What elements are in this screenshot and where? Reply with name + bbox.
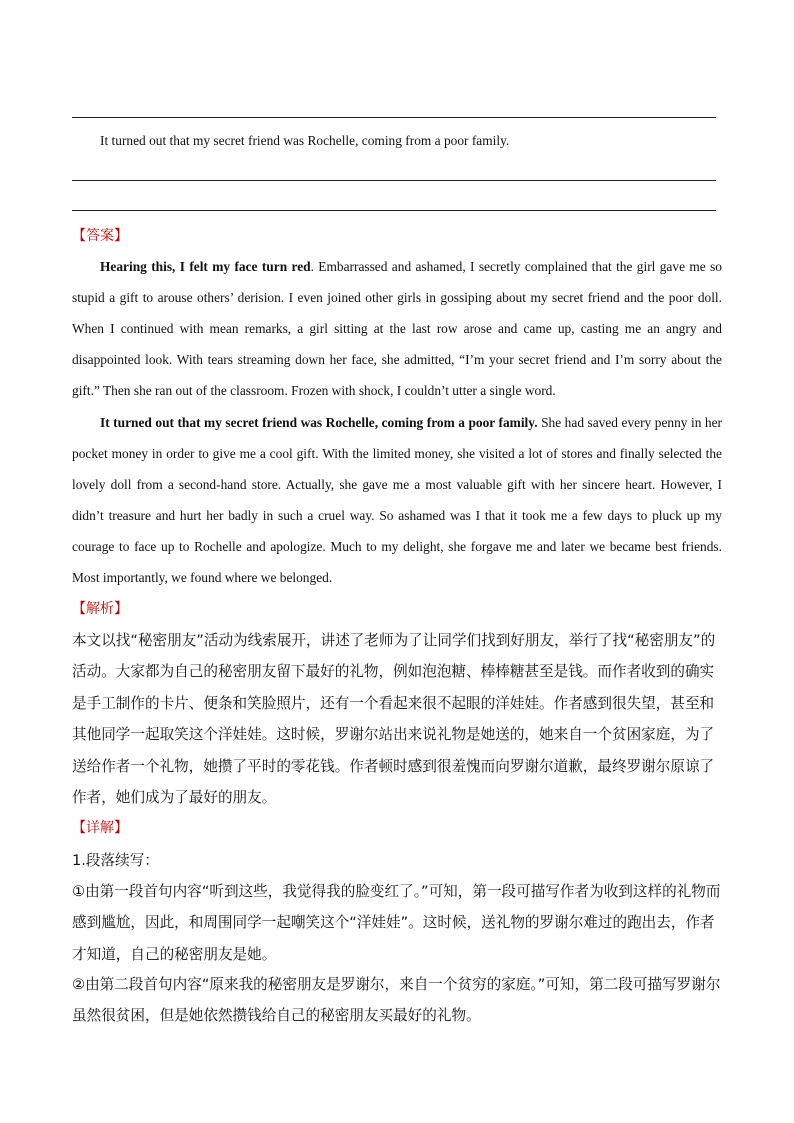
detail-heading: 【详解】 (72, 820, 128, 836)
answer-paragraph-2 (72, 407, 722, 594)
detail-point-2: ②由第二段首句内容“原来我的秘密朋友是罗谢尔，来自一个贫穷的家庭。”可知，第二段可描写罗谢尔虽然很贫困，但是她依然攒钱给自己的秘密朋友买最好的礼物。 (72, 976, 721, 1025)
answer-heading: 【答案】 (72, 228, 128, 244)
writing-line-2 (72, 180, 716, 181)
analysis-heading: 【解析】 (72, 601, 128, 617)
detail-subheading: 1.段落续写： (72, 852, 159, 869)
analysis-text: 本文以找“秘密朋友”活动为线索展开，讲述了老师为了让同学们找到好朋友，举行了找“秘密朋友”的活动。大家都为自己的秘密朋友留下最好的礼物，例如泡泡糖、棒棒糖甚至是钱。而作者收到的确实是手工制作的卡片、便条和笑脸照片，还有一个看起来很不起眼的洋娃娃。作者感到很失望，甚至和其他同学一起取笑这个洋娃娃。这时候，罗谢尔站出来说礼物是她送的，她来自一个贫困家庭，为了送给作者一个礼物，她攒了平时的零花钱。作者顿时感到很羞愧而向罗谢尔道歉，最终罗谢尔原谅了作者，她们成为了最好的朋友。 (72, 632, 716, 807)
detail-point-1: ①由第一段首句内容“听到这些，我觉得我的脸变红了。”可知，第一段可描写作者为收到这样的礼物而感到尴尬，因此，和周围同学一起嘲笑这个“洋娃娃”。这时候，送礼物的罗谢尔难过的跑出去，作者才知道，自己的秘密朋友是她。 (72, 883, 721, 963)
paragraph-2-body: She had saved every penny in her pocket money in order to give me a cool gift. With the limited money, she visited a lot of stores and finally selected the lovely doll from a second-hand store. Actually, she gave me a most valuable gift with her sincere heart. However, I didn’t treasure and hurt her badly in such a cruel way. So ashamed was I that it took me a few days to pluck up my courage to face up to Rochelle and apologize. Much to my delight, she forgave me and later we became best friends. Most importantly, we found where we belonged. (72, 415, 722, 586)
paragraph-1-opening: Hearing this, I felt my face turn red (100, 259, 311, 274)
writing-line-3 (72, 210, 716, 211)
paragraph-1-body: . Embarrassed and ashamed, I secretly complained that the girl gave me so stupid a gift to arouse others’ derision. I even joined other girls in gossiping about my secret friend and the poor doll. When I continued with mean remarks, a girl sitting at the last row arose and came up, casting me an angry and disappointed look. With tears streaming down her face, she admitted, “I’m your secret friend and I’m sorry about the gift.” Then she ran out of the classroom. Frozen with shock, I couldn’t utter a single word. (72, 259, 722, 399)
given-sentence: It turned out that my secret friend was Rochelle, coming from a poor family. (100, 133, 510, 148)
writing-line-1 (72, 117, 716, 118)
paragraph-2-opening: It turned out that my secret friend was Rochelle, coming from a poor family. (100, 415, 538, 430)
answer-paragraph-1 (72, 251, 722, 406)
